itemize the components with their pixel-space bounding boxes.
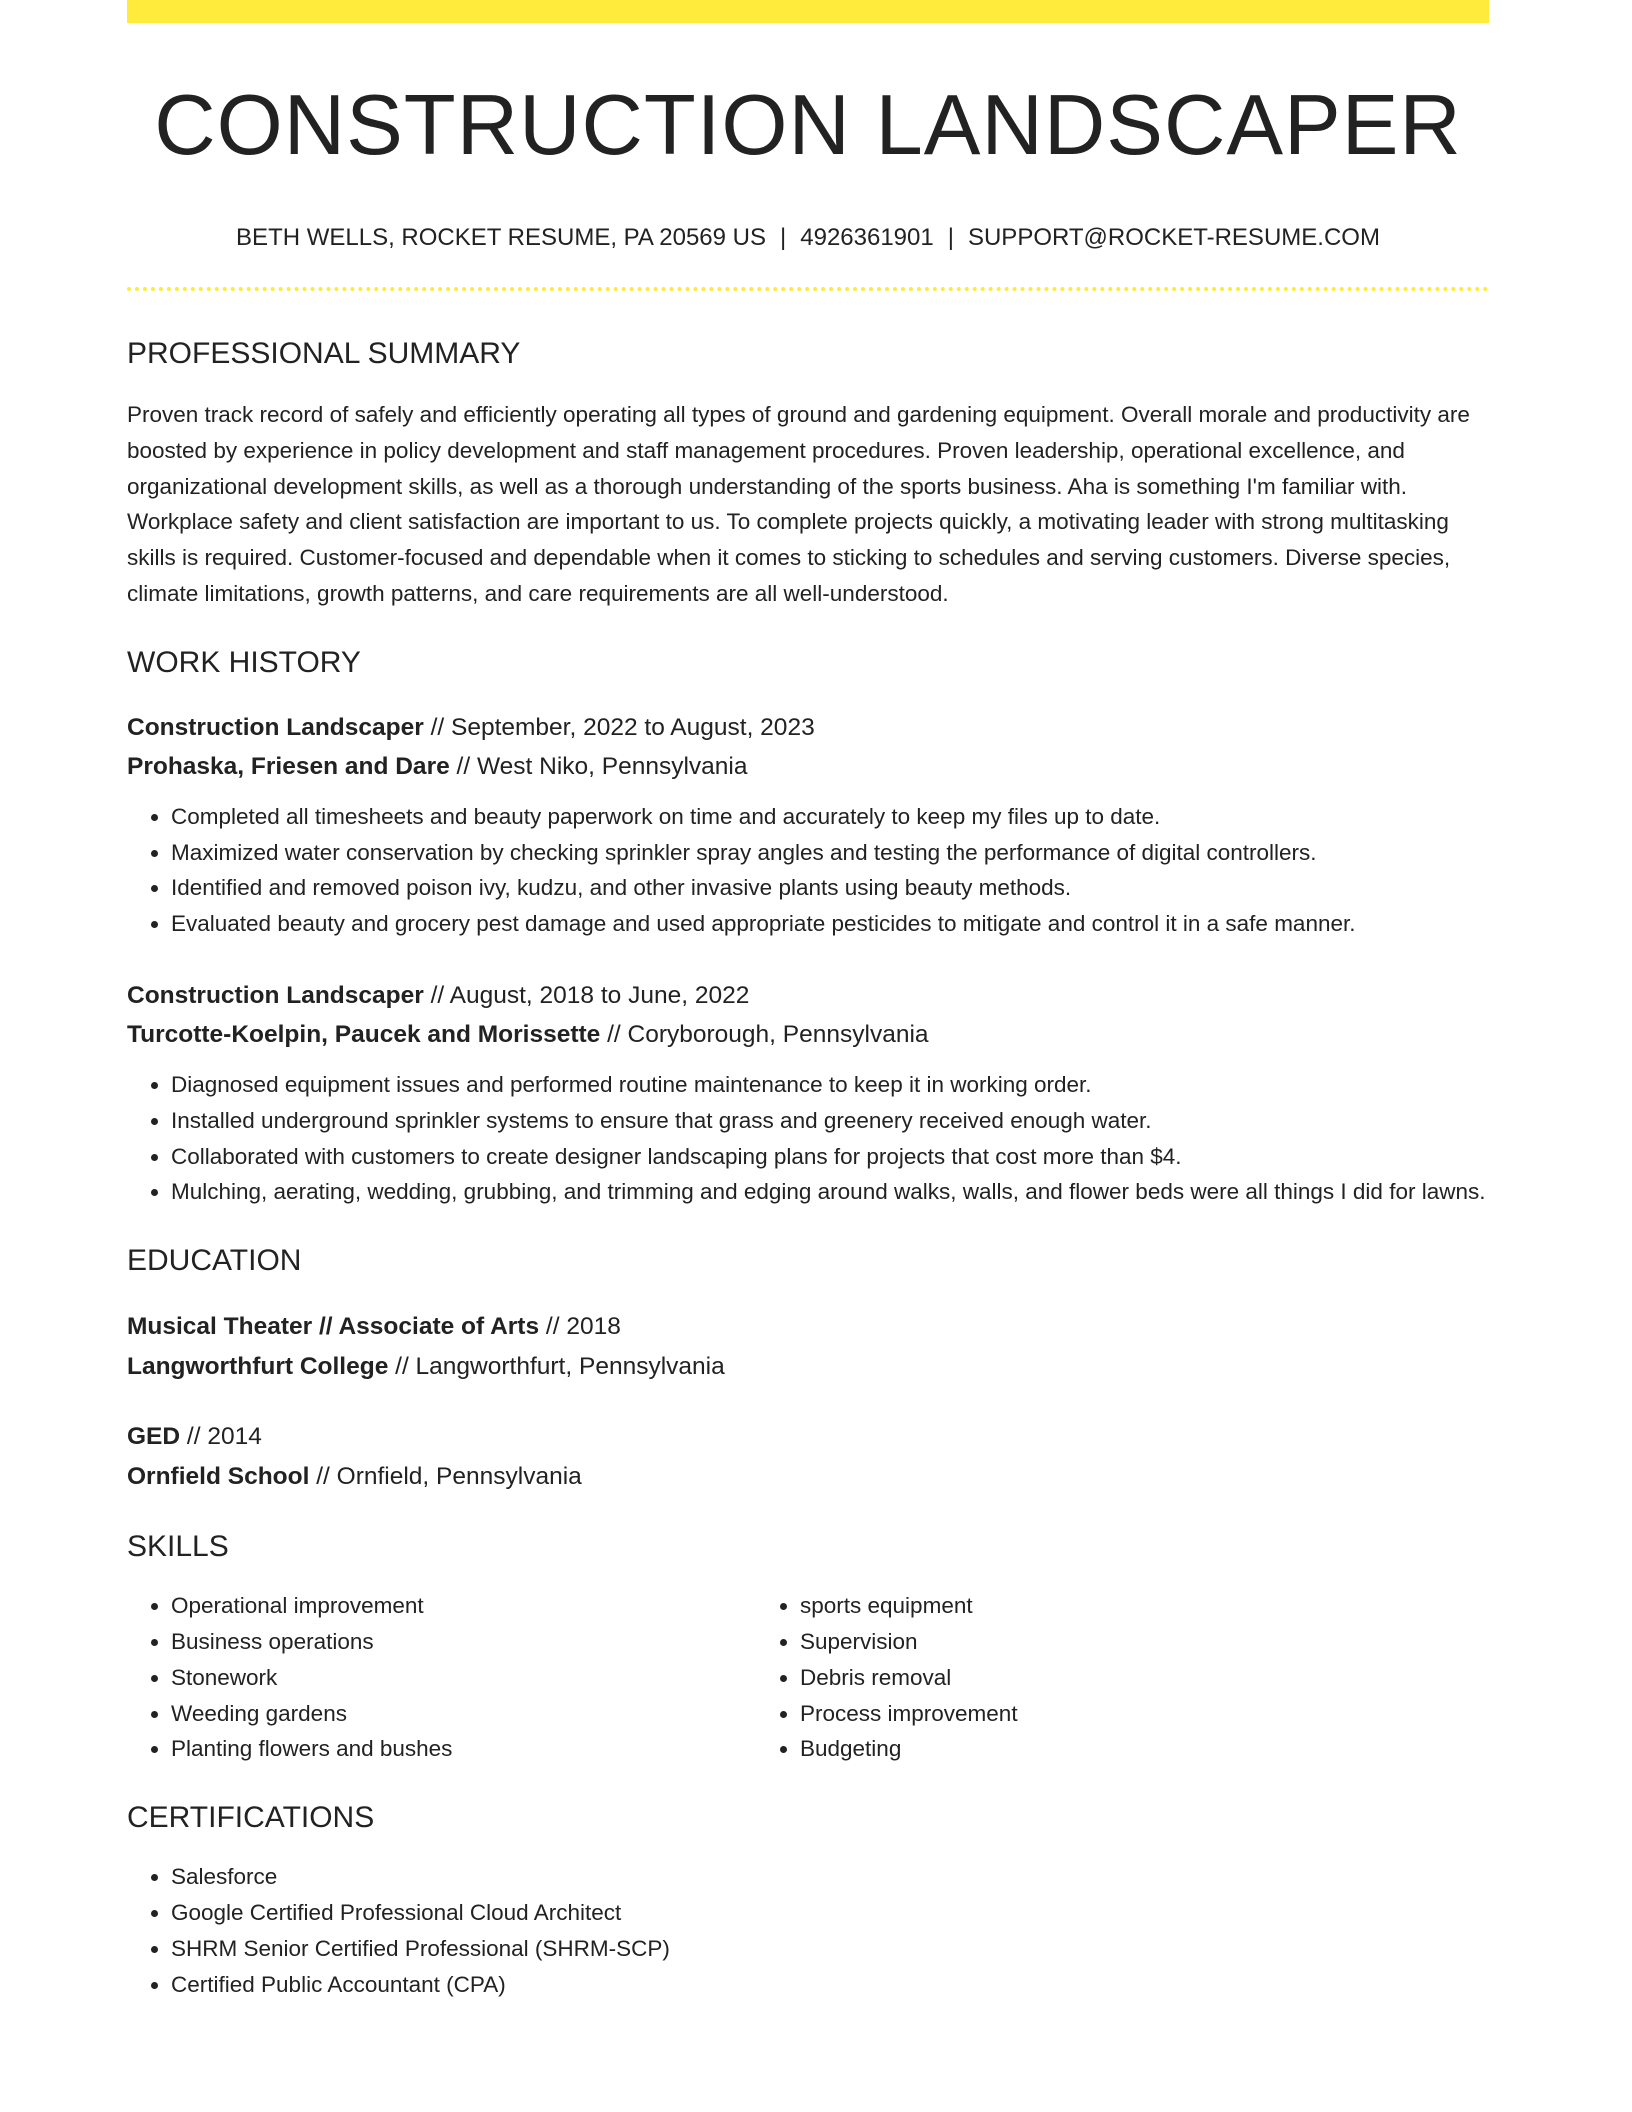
- job-title: Construction Landscaper: [127, 713, 424, 741]
- education-school-line: [127, 1457, 1489, 1497]
- skill-item: • Business operations: [171, 1624, 756, 1660]
- job-dates: // September, 2022 to August, 2023: [423, 713, 815, 741]
- work-history-heading: WORK HISTORY: [127, 645, 361, 679]
- contact-phone: 4926361901: [800, 224, 934, 251]
- skills-heading: SKILLS: [127, 1530, 229, 1564]
- skill-item: • Supervision: [800, 1624, 1385, 1660]
- job-bullet: • Maximized water conservation by checking sprinkler spray angles and testing the performance of digital controllers.: [171, 835, 1489, 871]
- education-entry: [127, 1307, 1489, 1386]
- job-bullet: • Completed all timesheets and beauty paperwork on time and accurately to keep my files up to date.: [171, 799, 1489, 835]
- certifications-list: [127, 1859, 1489, 2002]
- job-title: Construction Landscaper: [127, 981, 424, 1009]
- education-year: // 2018: [539, 1313, 621, 1341]
- certification-item: • Certified Public Accountant (CPA): [171, 1967, 1489, 2003]
- job-company: Prohaska, Friesen and Dare: [127, 753, 450, 781]
- contact-separator: |: [780, 224, 787, 251]
- job-title-line: [127, 976, 1489, 1016]
- job-bullet: • Identified and removed poison ivy, kudzu, and other invasive plants using beauty methods.: [171, 870, 1489, 906]
- education-degree: Musical Theater // Associate of Arts: [127, 1313, 540, 1341]
- skills-list-right: [756, 1588, 1385, 1767]
- job-company-line: [127, 1015, 1489, 1055]
- job-dates: // August, 2018 to June, 2022: [423, 981, 750, 1009]
- education-degree-line: [127, 1417, 1489, 1457]
- skill-item: • Budgeting: [800, 1731, 1385, 1767]
- skill-item: • sports equipment: [800, 1588, 1385, 1624]
- education-degree-line: [127, 1307, 1489, 1347]
- dotted-divider: [127, 287, 1489, 291]
- skills-columns: [127, 1588, 1489, 1767]
- job-entry: [127, 976, 1489, 1210]
- summary-text: Proven track record of safely and efficiently operating all types of ground and gardening equipment. Overall morale and productivity are boosted by experience in policy development and staff management procedures. Proven leadership, operational excellence, and organizational development skills, as well as a thorough understanding of the sports business. Aha is something I'm familiar with. Workplace safety and client satisfaction are important to us. To complete projects quickly, a motivating leader with strong multitasking skills is required. Customer-focused and dependable when it comes to sticking to schedules and serving customers. Diverse species, climate limitations, growth patterns, and care requirements are all well-understood.: [127, 402, 1470, 606]
- certification-item: • Salesforce: [171, 1859, 1489, 1895]
- skill-item: • Debris removal: [800, 1660, 1385, 1696]
- job-company: Turcotte-Koelpin, Paucek and Morissette: [127, 1021, 601, 1049]
- education-location: // Langworthfurt, Pennsylvania: [388, 1352, 725, 1380]
- job-bullets: [127, 799, 1489, 942]
- job-location: // Coryborough, Pennsylvania: [600, 1021, 929, 1049]
- skill-item: • Planting flowers and bushes: [171, 1731, 756, 1767]
- job-location: // West Niko, Pennsylvania: [449, 753, 748, 781]
- contact-address: BETH WELLS, ROCKET RESUME, PA 20569 US: [236, 224, 767, 251]
- job-bullets: [127, 1067, 1489, 1210]
- job-company-line: [127, 747, 1489, 787]
- education-school-line: [127, 1347, 1489, 1387]
- summary-heading: PROFESSIONAL SUMMARY: [127, 337, 521, 370]
- resume-title: CONSTRUCTION LANDSCAPER: [154, 78, 1462, 173]
- job-bullet: • Installed underground sprinkler systems to ensure that grass and greenery received enough water.: [171, 1103, 1489, 1139]
- contact-separator: |: [947, 224, 954, 251]
- education-school: Langworthfurt College: [127, 1352, 389, 1380]
- skills-list-left: [127, 1588, 756, 1767]
- job-bullet: • Diagnosed equipment issues and performed routine maintenance to keep it in working order.: [171, 1067, 1489, 1103]
- job-bullet: • Mulching, aerating, wedding, grubbing, and trimming and edging around walks, walls, and flower beds were all things I did for lawns.: [171, 1174, 1489, 1210]
- certification-item: • SHRM Senior Certified Professional (SHRM-SCP): [171, 1931, 1489, 1967]
- job-entry: [127, 708, 1489, 942]
- top-accent-bar: [127, 0, 1489, 23]
- education-heading: EDUCATION: [127, 1244, 302, 1278]
- education-location: // Ornfield, Pennsylvania: [309, 1462, 582, 1490]
- job-title-line: [127, 708, 1489, 748]
- education-entry: [127, 1417, 1489, 1496]
- resume-page: [127, 0, 1489, 2002]
- skill-item: • Weeding gardens: [171, 1696, 756, 1732]
- education-school: Ornfield School: [127, 1462, 310, 1490]
- skill-item: • Operational improvement: [171, 1588, 756, 1624]
- skill-item: • Process improvement: [800, 1696, 1385, 1732]
- contact-email: SUPPORT@ROCKET-RESUME.COM: [967, 224, 1380, 251]
- education-year: // 2014: [180, 1423, 262, 1451]
- contact-line: [127, 226, 1489, 250]
- education-degree: GED: [127, 1423, 181, 1451]
- job-bullet: • Evaluated beauty and grocery pest damage and used appropriate pesticides to mitigate and control it in a safe manner.: [171, 906, 1489, 942]
- certification-item: • Google Certified Professional Cloud Architect: [171, 1895, 1489, 1931]
- job-bullet: • Collaborated with customers to create designer landscaping plans for projects that cost more than $4.: [171, 1139, 1489, 1175]
- skill-item: • Stonework: [171, 1660, 756, 1696]
- certifications-heading: CERTIFICATIONS: [127, 1801, 375, 1835]
